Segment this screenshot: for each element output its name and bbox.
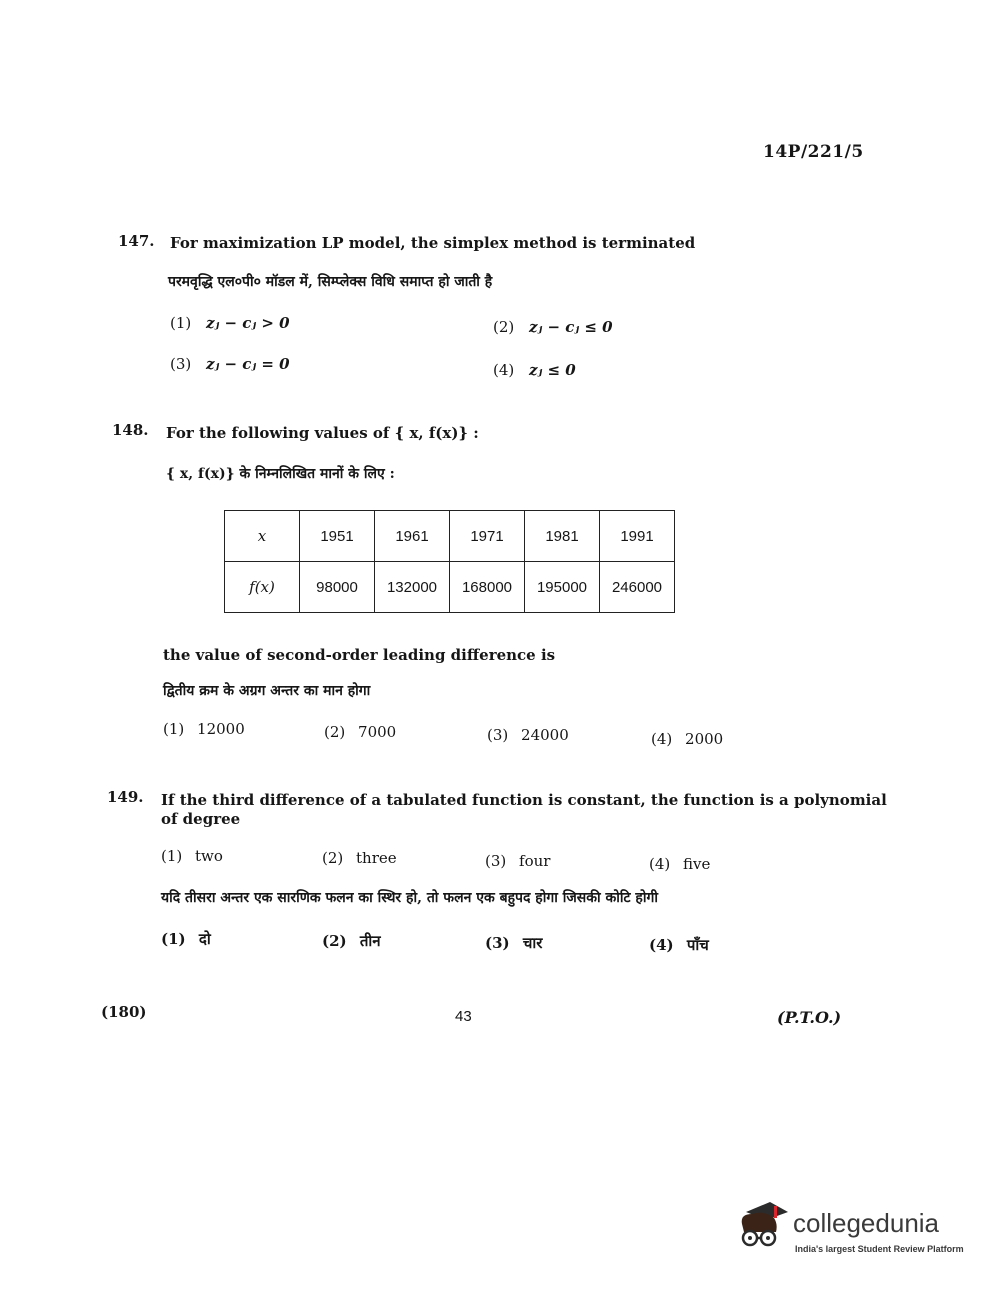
table-header-x: x bbox=[225, 511, 300, 562]
hindi-option-2 bbox=[322, 931, 381, 951]
question-text-line-1: If the third difference of a tabulated function is constant, the function is a polynomial bbox=[161, 791, 887, 809]
option-number: (4) bbox=[649, 855, 671, 873]
option-2 bbox=[322, 849, 397, 867]
table-cell: 168000 bbox=[450, 562, 525, 613]
logo-tagline: India's largest Student Review Platform bbox=[795, 1244, 964, 1254]
option-text: पाँच bbox=[686, 936, 709, 954]
option-text: 12000 bbox=[197, 720, 245, 738]
hindi-option-1 bbox=[161, 929, 211, 949]
paper-code: 14P/221/5 bbox=[763, 142, 864, 162]
table-cell: 1961 bbox=[375, 511, 450, 562]
logo-wordmark: collegedunia bbox=[793, 1208, 940, 1238]
question-text-2-hindi: द्वितीय क्रम के अग्रग अन्तर का मान होगा bbox=[163, 683, 371, 699]
option-1 bbox=[161, 847, 223, 865]
option-number: (1) bbox=[161, 847, 183, 865]
table-row-x bbox=[225, 511, 675, 562]
question-text-hindi: परमवृद्धि एल०पी० मॉडल में, सिम्प्लेक्स विधि समाप्त हो जाती है bbox=[168, 274, 493, 290]
question-text-hindi: { x, f(x)} के निम्नलिखित मानों के लिए : bbox=[166, 466, 395, 482]
option-4 bbox=[649, 855, 710, 873]
table-cell: 246000 bbox=[600, 562, 675, 613]
option-1 bbox=[170, 314, 290, 332]
table-cell: 132000 bbox=[375, 562, 450, 613]
option-text: तीन bbox=[359, 932, 381, 950]
option-number: (2) bbox=[322, 849, 344, 867]
option-number: (1) bbox=[170, 314, 192, 332]
option-number: (2) bbox=[324, 723, 346, 741]
option-number: (4) bbox=[493, 361, 515, 379]
option-text: दो bbox=[198, 930, 211, 948]
option-3 bbox=[170, 355, 290, 373]
table-row-fx bbox=[225, 562, 675, 613]
values-table bbox=[224, 510, 675, 613]
table-cell: 1991 bbox=[600, 511, 675, 562]
option-text: चार bbox=[522, 934, 543, 952]
option-3 bbox=[485, 852, 550, 870]
option-number: (2) bbox=[493, 318, 515, 336]
option-4 bbox=[493, 361, 576, 379]
option-number: (3) bbox=[170, 355, 192, 373]
option-text: 2000 bbox=[685, 730, 724, 748]
question-text: For maximization LP model, the simplex method is terminated bbox=[170, 234, 696, 252]
option-number: (4) bbox=[651, 730, 673, 748]
question-text-hindi: यदि तीसरा अन्तर एक सारणिक फलन का स्थिर हो, तो फलन एक बहुपद होगा जिसकी कोटि होगी bbox=[161, 890, 658, 906]
question-number: 147. bbox=[118, 232, 155, 250]
table-cell: 1981 bbox=[525, 511, 600, 562]
option-number: (1) bbox=[161, 930, 186, 948]
option-text: zⱼ − cⱼ = 0 bbox=[206, 355, 290, 373]
option-1 bbox=[163, 720, 245, 738]
hindi-option-3 bbox=[485, 933, 542, 953]
please-turn-over: (P.T.O.) bbox=[777, 1008, 842, 1027]
option-text: 24000 bbox=[521, 726, 569, 744]
mascot-icon bbox=[736, 1198, 794, 1254]
option-text: four bbox=[519, 852, 551, 870]
question-text: For the following values of { x, f(x)} : bbox=[166, 424, 479, 442]
table-cell: 1951 bbox=[300, 511, 375, 562]
option-text: five bbox=[683, 855, 711, 873]
option-text: three bbox=[356, 849, 397, 867]
option-number: (4) bbox=[649, 936, 674, 954]
option-2 bbox=[493, 318, 613, 336]
hindi-option-4 bbox=[649, 935, 709, 955]
option-number: (3) bbox=[487, 726, 509, 744]
table-cell: 195000 bbox=[525, 562, 600, 613]
table-cell: 98000 bbox=[300, 562, 375, 613]
option-text: two bbox=[195, 847, 223, 865]
option-number: (3) bbox=[485, 934, 510, 952]
question-text-2: the value of second-order leading difference is bbox=[163, 646, 556, 664]
option-text: 7000 bbox=[358, 723, 397, 741]
option-text: zⱼ − cⱼ > 0 bbox=[206, 314, 290, 332]
question-number: 148. bbox=[112, 421, 149, 439]
option-text: zⱼ − cⱼ ≤ 0 bbox=[529, 318, 613, 336]
option-number: (1) bbox=[163, 720, 185, 738]
table-header-fx: f(x) bbox=[225, 562, 300, 613]
option-3 bbox=[487, 726, 569, 744]
option-text: zⱼ ≤ 0 bbox=[529, 361, 576, 379]
option-4 bbox=[651, 730, 723, 748]
question-text-line-2: of degree bbox=[161, 810, 241, 828]
table-cell: 1971 bbox=[450, 511, 525, 562]
question-number: 149. bbox=[107, 788, 144, 806]
page-number: 43 bbox=[455, 1008, 472, 1025]
option-number: (2) bbox=[322, 932, 347, 950]
option-number: (3) bbox=[485, 852, 507, 870]
booklet-count: (180) bbox=[101, 1003, 147, 1021]
option-2 bbox=[324, 723, 396, 741]
